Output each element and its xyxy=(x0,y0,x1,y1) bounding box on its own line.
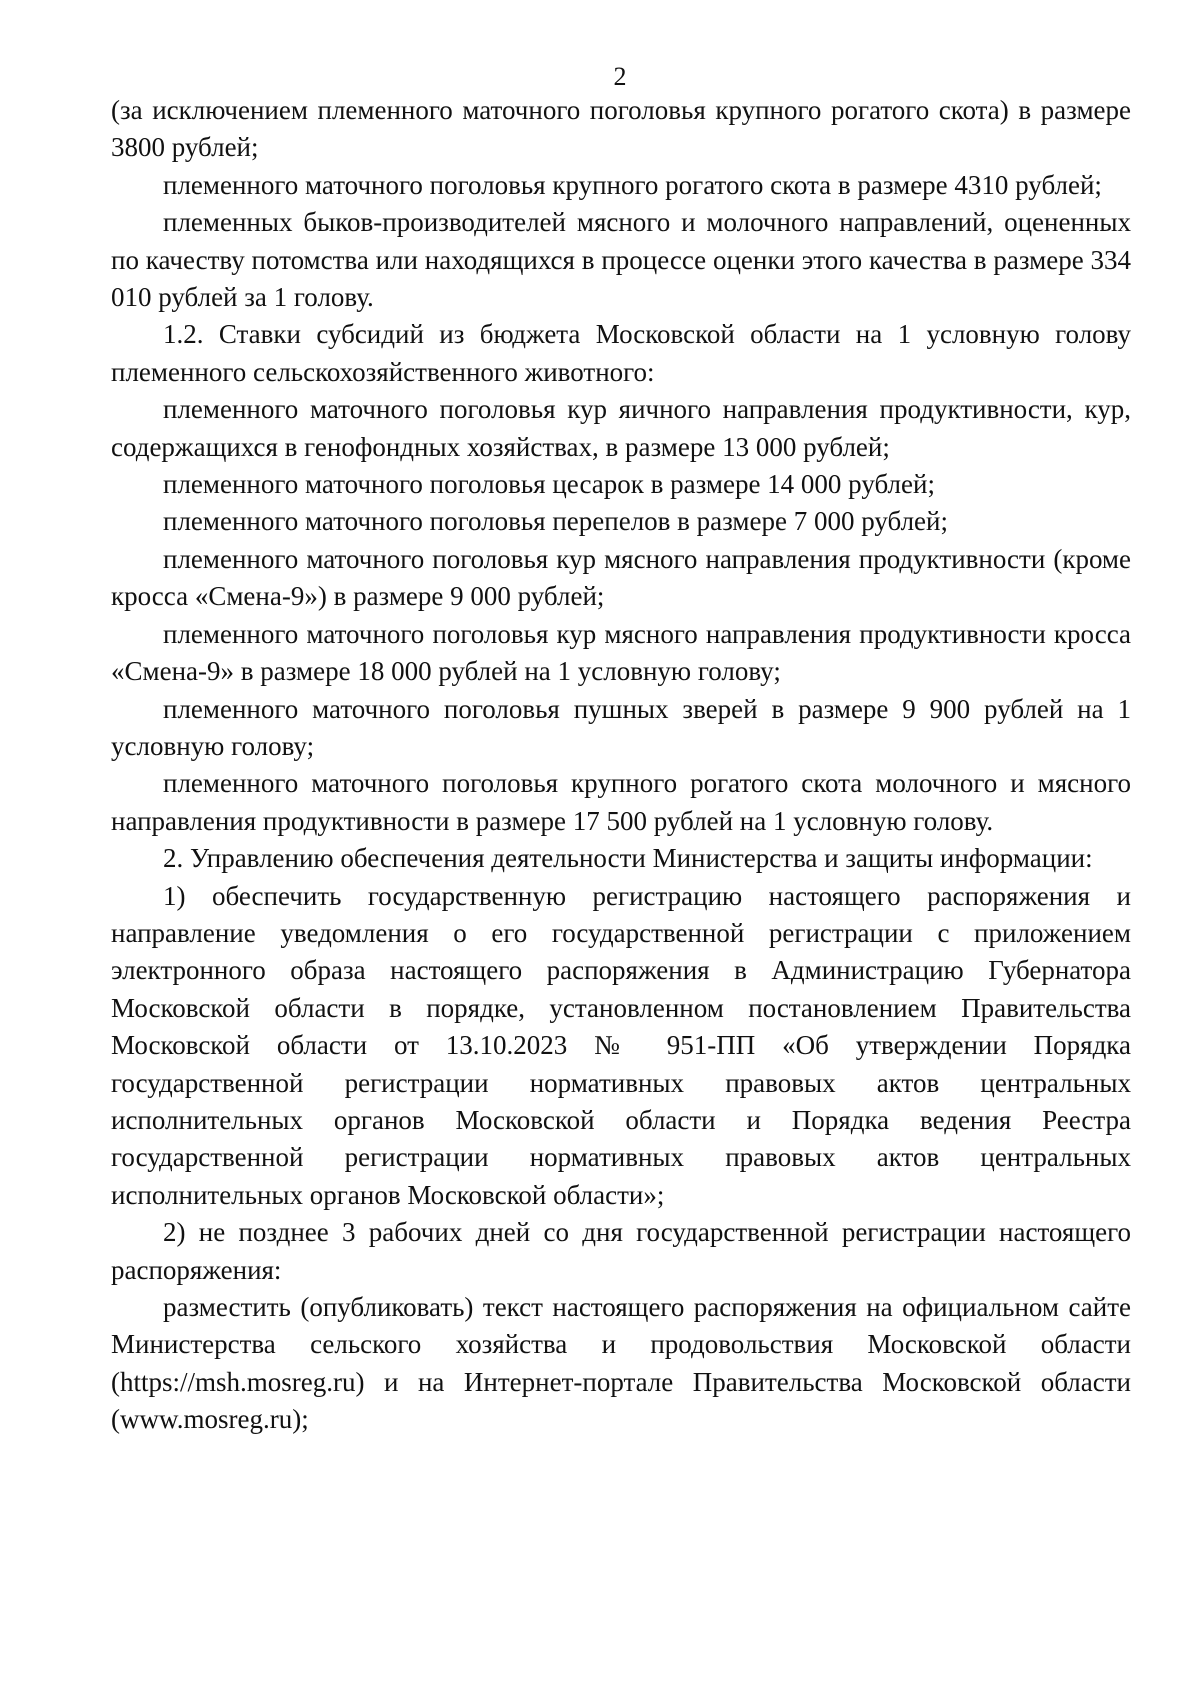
paragraph: 1.2. Ставки субсидий из бюджета Московской области на 1 условную голову племенного сельскохозяйственного животного: xyxy=(111,319,1131,387)
paragraph: 2) не позднее 3 рабочих дней со дня государственной регистрации настоящего распоряжения: xyxy=(111,1217,1131,1285)
paragraph: племенного маточного поголовья пушных зверей в размере 9 900 рублей на 1 условную голову; xyxy=(111,693,1131,761)
paragraph: племенного маточного поголовья цесарок в размере 14 000 рублей; xyxy=(163,469,935,500)
page-number: 2 xyxy=(613,62,627,91)
paragraph: племенного маточного поголовья перепелов в размере 7 000 рублей; xyxy=(163,506,948,537)
paragraph: племенного маточного поголовья крупного рогатого скота в размере 4310 рублей; xyxy=(163,169,1102,200)
paragraph: 1) обеспечить государственную регистрацию настоящего распоряжения и направление уведомления о его государственной регистрации с приложением электронного образа настоящего распоряжения в Администрацию Губернатора Московской области в порядке, установленном постановлением Правительства Московской области от 13.10.2023 № 951-ПП «Об утверждении Порядка государственной регистрации нормативных правовых актов центральных исполнительных органов Московской области и Порядка ведения Реестра государственной регистрации нормативных правовых актов центральных исполнительных органов Московской области»; xyxy=(111,880,1131,1210)
paragraph: племенного маточного поголовья кур мясного направления продуктивности кросса «Смена-9» в размере 18 000 рублей на 1 условную голову; xyxy=(111,618,1131,687)
paragraph: племенного маточного поголовья кур мясного направления продуктивности (кроме кросса «Смена-9») в размере 9 000 рублей; xyxy=(111,543,1131,612)
document-body xyxy=(111,92,1131,1439)
paragraph: 2. Управлению обеспечения деятельности Министерства и защиты информации: xyxy=(163,843,1093,874)
paragraph: (за исключением племенного маточного поголовья крупного рогатого скота) в размере 3800 рублей; xyxy=(111,95,1131,163)
paragraph: племенного маточного поголовья кур яичного направления продуктивности, кур, содержащихся в генофондных хозяйствах, в размере 13 000 рублей; xyxy=(111,394,1131,462)
paragraph: племенного маточного поголовья крупного рогатого скота молочного и мясного направления продуктивности в размере 17 500 рублей на 1 условную голову. xyxy=(111,768,1131,836)
paragraph: разместить (опубликовать) текст настоящего распоряжения на официальном сайте Министерства сельского хозяйства и продовольствия Московской области (https://msh.mosreg.ru) и на Интернет-портале Правительства Московской области (www.mosreg.ru); xyxy=(111,1292,1131,1435)
paragraph: племенных быков-производителей мясного и молочного направлений, оцененных по качеству потомства или находящихся в процессе оценки этого качества в размере 334 010 рублей за 1 голову. xyxy=(111,207,1131,313)
